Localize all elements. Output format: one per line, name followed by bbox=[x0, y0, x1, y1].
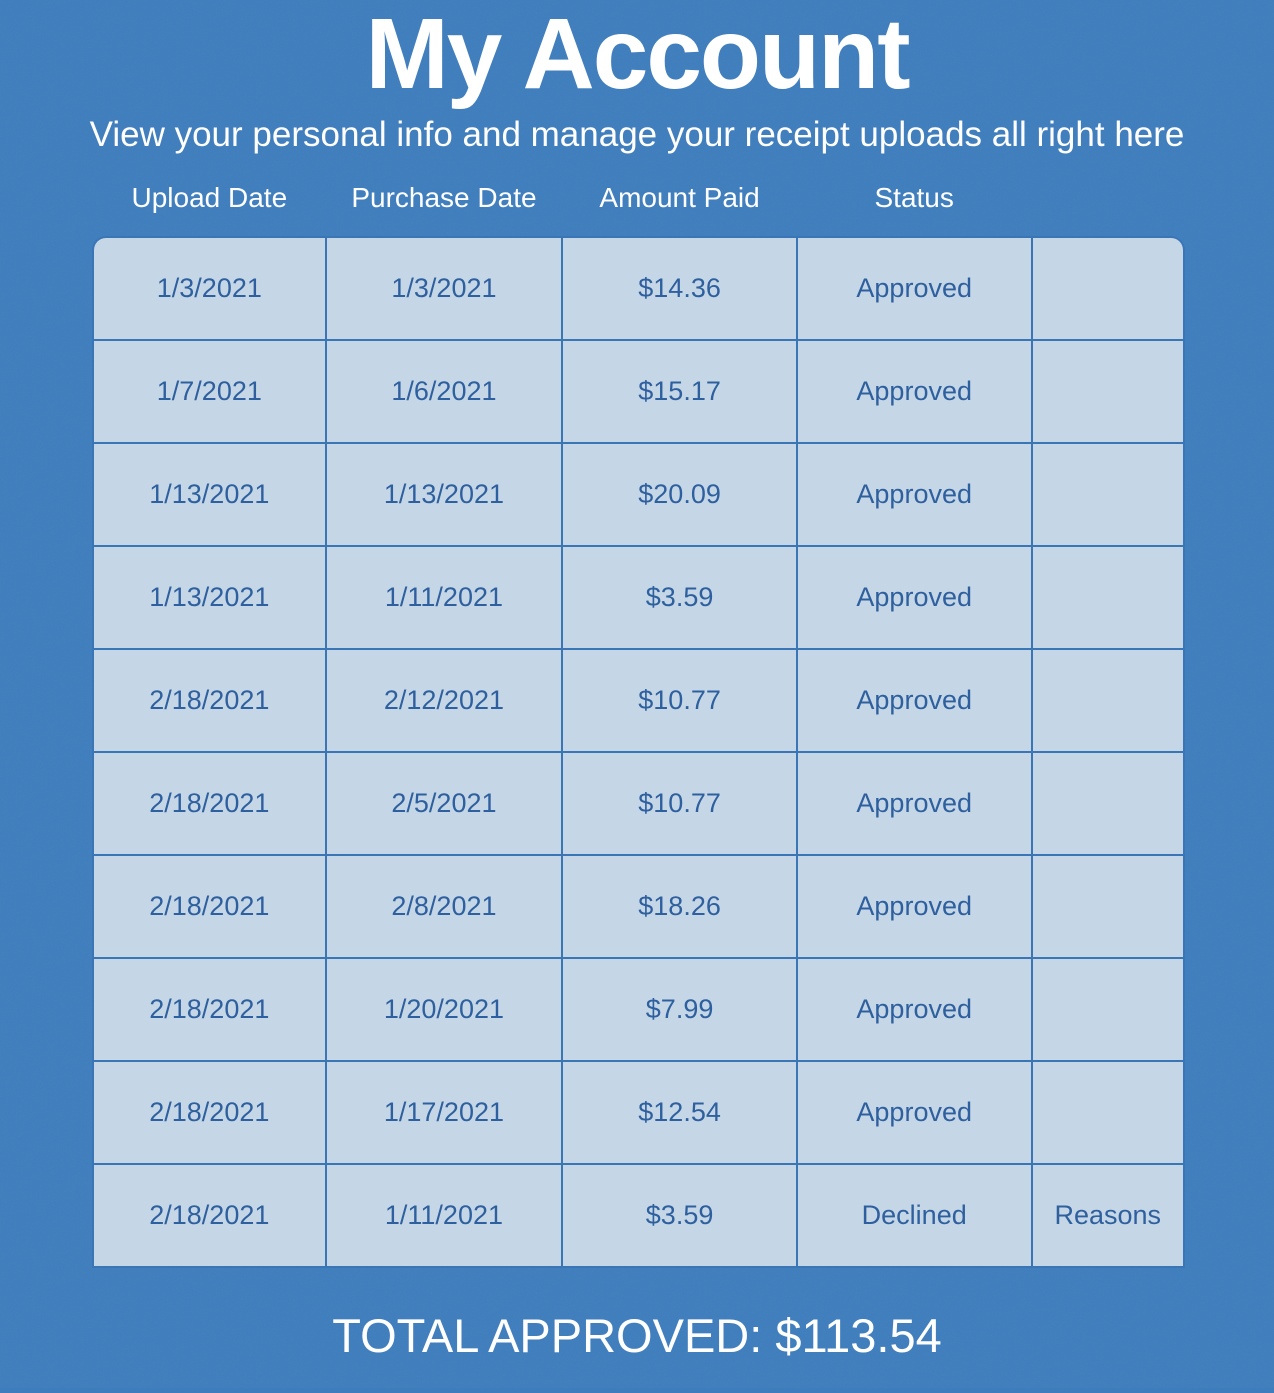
action-cell bbox=[1033, 959, 1183, 1060]
amount-paid-cell: $18.26 bbox=[563, 856, 796, 957]
purchase-date-cell: 1/13/2021 bbox=[327, 444, 562, 545]
action-cell bbox=[1033, 341, 1183, 442]
action-cell bbox=[1033, 444, 1183, 545]
amount-paid-cell: $10.77 bbox=[563, 650, 796, 751]
status-cell: Approved bbox=[798, 650, 1031, 751]
upload-date-cell: 2/18/2021 bbox=[94, 753, 325, 854]
purchase-date-cell: 2/8/2021 bbox=[327, 856, 562, 957]
action-cell bbox=[1033, 856, 1183, 957]
table-column-headers bbox=[92, 182, 1185, 214]
purchase-date-cell: 1/20/2021 bbox=[327, 959, 562, 1060]
receipts-table bbox=[92, 236, 1185, 1268]
action-cell bbox=[1033, 1165, 1183, 1266]
total-approved-label: TOTAL APPROVED: $113.54 bbox=[332, 1309, 942, 1363]
purchase-date-cell: 1/3/2021 bbox=[327, 238, 562, 339]
upload-date-cell: 2/18/2021 bbox=[94, 650, 325, 751]
status-cell: Declined bbox=[798, 1165, 1031, 1266]
purchase-date-cell: 2/12/2021 bbox=[327, 650, 562, 751]
amount-paid-cell: $3.59 bbox=[563, 547, 796, 648]
amount-paid-cell: $7.99 bbox=[563, 959, 796, 1060]
upload-date-cell: 1/13/2021 bbox=[94, 547, 325, 648]
status-cell: Approved bbox=[798, 959, 1031, 1060]
upload-date-cell: 1/3/2021 bbox=[94, 238, 325, 339]
status-cell: Approved bbox=[798, 238, 1031, 339]
action-cell bbox=[1033, 238, 1183, 339]
action-cell bbox=[1033, 753, 1183, 854]
upload-date-cell: 1/7/2021 bbox=[94, 341, 325, 442]
amount-paid-cell: $15.17 bbox=[563, 341, 796, 442]
upload-date-cell: 1/13/2021 bbox=[94, 444, 325, 545]
status-cell: Approved bbox=[798, 444, 1031, 545]
upload-date-cell: 2/18/2021 bbox=[94, 1062, 325, 1163]
status-cell: Approved bbox=[798, 547, 1031, 648]
action-cell bbox=[1033, 650, 1183, 751]
purchase-date-cell: 2/5/2021 bbox=[327, 753, 562, 854]
reasons-link[interactable]: Reasons bbox=[1054, 1200, 1162, 1231]
status-cell: Approved bbox=[798, 341, 1031, 442]
upload-date-cell: 2/18/2021 bbox=[94, 1165, 325, 1266]
column-header-status: Status bbox=[874, 182, 954, 213]
upload-date-cell: 2/18/2021 bbox=[94, 959, 325, 1060]
purchase-date-cell: 1/11/2021 bbox=[327, 1165, 562, 1266]
column-header-upload-date: Upload Date bbox=[131, 182, 288, 213]
page-title: My Account bbox=[365, 0, 909, 110]
status-cell: Approved bbox=[798, 753, 1031, 854]
page-subtitle: View your personal info and manage your receipt uploads all right here bbox=[89, 115, 1185, 154]
amount-paid-cell: $12.54 bbox=[563, 1062, 796, 1163]
amount-paid-cell: $3.59 bbox=[563, 1165, 796, 1266]
amount-paid-cell: $20.09 bbox=[563, 444, 796, 545]
action-cell bbox=[1033, 1062, 1183, 1163]
column-header-purchase-date: Purchase Date bbox=[351, 182, 537, 213]
status-cell: Approved bbox=[798, 856, 1031, 957]
column-header-amount-paid: Amount Paid bbox=[599, 182, 760, 213]
action-cell bbox=[1033, 547, 1183, 648]
purchase-date-cell: 1/11/2021 bbox=[327, 547, 562, 648]
purchase-date-cell: 1/6/2021 bbox=[327, 341, 562, 442]
amount-paid-cell: $10.77 bbox=[563, 753, 796, 854]
purchase-date-cell: 1/17/2021 bbox=[327, 1062, 562, 1163]
amount-paid-cell: $14.36 bbox=[563, 238, 796, 339]
status-cell: Approved bbox=[798, 1062, 1031, 1163]
upload-date-cell: 2/18/2021 bbox=[94, 856, 325, 957]
column-header-actions bbox=[1033, 182, 1183, 214]
